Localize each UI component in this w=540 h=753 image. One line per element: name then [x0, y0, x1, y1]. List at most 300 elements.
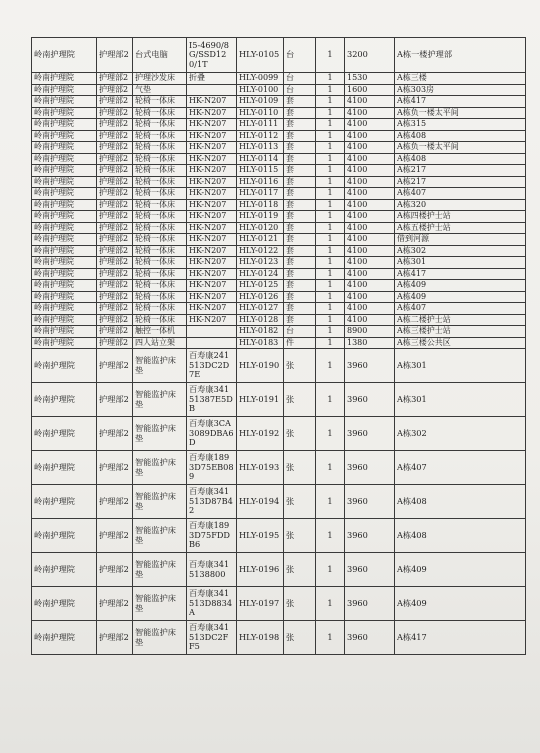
quantity-cell: 1 — [316, 303, 345, 315]
unit-cell: 岭南护理院 — [32, 587, 97, 621]
model-cell: HK-N207 — [187, 176, 237, 188]
price-cell: 4100 — [345, 107, 395, 119]
unit-measure-cell: 张 — [284, 519, 316, 553]
unit-measure-cell: 张 — [284, 621, 316, 655]
unit-measure-cell: 张 — [284, 383, 316, 417]
model-cell: 百寿康3CA3089DBA6D — [187, 417, 237, 451]
model-cell: HK-N207 — [187, 222, 237, 234]
unit-cell: 岭南护理院 — [32, 451, 97, 485]
unit-measure-cell: 套 — [284, 280, 316, 292]
item-name-cell: 智能监护床垫 — [133, 451, 187, 485]
table-row — [32, 165, 526, 177]
table-row — [32, 245, 526, 257]
unit-measure-cell: 张 — [284, 349, 316, 383]
quantity-cell: 1 — [316, 96, 345, 108]
price-cell: 4100 — [345, 142, 395, 154]
item-name-cell: 轮椅一体床 — [133, 153, 187, 165]
model-cell: 折叠 — [187, 73, 237, 85]
model-cell: HK-N207 — [187, 188, 237, 200]
unit-cell: 岭南护理院 — [32, 96, 97, 108]
location-cell: A栋301 — [395, 257, 526, 269]
department-cell: 护理部2 — [97, 211, 133, 223]
price-cell: 3960 — [345, 417, 395, 451]
price-cell: 4100 — [345, 314, 395, 326]
price-cell: 4100 — [345, 257, 395, 269]
price-cell: 4100 — [345, 199, 395, 211]
unit-measure-cell: 台 — [284, 326, 316, 338]
quantity-cell: 1 — [316, 176, 345, 188]
asset-table — [31, 37, 526, 655]
item-name-cell: 轮椅一体床 — [133, 130, 187, 142]
price-cell: 3960 — [345, 519, 395, 553]
location-cell: A栋315 — [395, 119, 526, 131]
department-cell: 护理部2 — [97, 188, 133, 200]
unit-measure-cell: 套 — [284, 222, 316, 234]
location-cell: A栋三楼公共区 — [395, 337, 526, 349]
location-cell: A栋408 — [395, 485, 526, 519]
asset-code-cell: HLY-0111 — [237, 119, 284, 131]
department-cell: 护理部2 — [97, 96, 133, 108]
model-cell: HK-N207 — [187, 96, 237, 108]
model-cell: 百寿康34151387E5DB — [187, 383, 237, 417]
unit-cell: 岭南护理院 — [32, 257, 97, 269]
department-cell: 护理部2 — [97, 153, 133, 165]
quantity-cell: 1 — [316, 280, 345, 292]
table-row — [32, 199, 526, 211]
table-row — [32, 417, 526, 451]
unit-cell: 岭南护理院 — [32, 349, 97, 383]
item-name-cell: 轮椅一体床 — [133, 199, 187, 211]
table-row — [32, 119, 526, 131]
item-name-cell: 轮椅一体床 — [133, 268, 187, 280]
location-cell: A栋408 — [395, 130, 526, 142]
asset-code-cell: HLY-0121 — [237, 234, 284, 246]
quantity-cell: 1 — [316, 153, 345, 165]
unit-cell: 岭南护理院 — [32, 73, 97, 85]
table-row — [32, 73, 526, 85]
location-cell: A栋三楼 — [395, 73, 526, 85]
unit-measure-cell: 套 — [284, 245, 316, 257]
model-cell: HK-N207 — [187, 119, 237, 131]
location-cell: A栋417 — [395, 621, 526, 655]
model-cell: I5-4690/8G/SSD120/1T — [187, 38, 237, 73]
asset-code-cell: HLY-0120 — [237, 222, 284, 234]
asset-code-cell: HLY-0123 — [237, 257, 284, 269]
model-cell: HK-N207 — [187, 211, 237, 223]
model-cell: HK-N207 — [187, 165, 237, 177]
item-name-cell: 轮椅一体床 — [133, 96, 187, 108]
item-name-cell: 轮椅一体床 — [133, 245, 187, 257]
model-cell: HK-N207 — [187, 107, 237, 119]
quantity-cell: 1 — [316, 119, 345, 131]
asset-code-cell: HLY-0112 — [237, 130, 284, 142]
department-cell: 护理部2 — [97, 417, 133, 451]
asset-code-cell: HLY-0183 — [237, 337, 284, 349]
price-cell: 4100 — [345, 165, 395, 177]
table-row — [32, 383, 526, 417]
item-name-cell: 轮椅一体床 — [133, 176, 187, 188]
model-cell: HK-N207 — [187, 280, 237, 292]
table-row — [32, 153, 526, 165]
table-row — [32, 188, 526, 200]
unit-cell: 岭南护理院 — [32, 326, 97, 338]
item-name-cell: 智能监护床垫 — [133, 485, 187, 519]
unit-measure-cell: 套 — [284, 188, 316, 200]
model-cell — [187, 337, 237, 349]
table-row — [32, 38, 526, 73]
department-cell: 护理部2 — [97, 234, 133, 246]
department-cell: 护理部2 — [97, 268, 133, 280]
table-row — [32, 280, 526, 292]
unit-measure-cell: 台 — [284, 38, 316, 73]
price-cell: 3960 — [345, 485, 395, 519]
table-row — [32, 291, 526, 303]
price-cell: 4100 — [345, 280, 395, 292]
quantity-cell: 1 — [316, 245, 345, 257]
location-cell: A栋409 — [395, 280, 526, 292]
table-row — [32, 326, 526, 338]
price-cell: 4100 — [345, 130, 395, 142]
table-row — [32, 314, 526, 326]
model-cell: HK-N207 — [187, 130, 237, 142]
price-cell: 4100 — [345, 234, 395, 246]
price-cell: 4100 — [345, 303, 395, 315]
unit-measure-cell: 张 — [284, 587, 316, 621]
asset-code-cell: HLY-0127 — [237, 303, 284, 315]
location-cell: A栋407 — [395, 188, 526, 200]
item-name-cell: 轮椅一体床 — [133, 188, 187, 200]
department-cell: 护理部2 — [97, 176, 133, 188]
asset-code-cell: HLY-0117 — [237, 188, 284, 200]
item-name-cell: 护理沙发床 — [133, 73, 187, 85]
quantity-cell: 1 — [316, 234, 345, 246]
asset-code-cell: HLY-0114 — [237, 153, 284, 165]
item-name-cell: 轮椅一体床 — [133, 234, 187, 246]
price-cell: 1530 — [345, 73, 395, 85]
department-cell: 护理部2 — [97, 553, 133, 587]
model-cell: HK-N207 — [187, 199, 237, 211]
item-name-cell: 智能监护床垫 — [133, 519, 187, 553]
unit-measure-cell: 套 — [284, 314, 316, 326]
item-name-cell: 台式电脑 — [133, 38, 187, 73]
department-cell: 护理部2 — [97, 73, 133, 85]
unit-measure-cell: 张 — [284, 553, 316, 587]
asset-code-cell: HLY-0105 — [237, 38, 284, 73]
location-cell: A栋407 — [395, 303, 526, 315]
item-name-cell: 四人站立架 — [133, 337, 187, 349]
unit-cell: 岭南护理院 — [32, 211, 97, 223]
asset-code-cell: HLY-0125 — [237, 280, 284, 292]
location-cell: A栋303房 — [395, 84, 526, 96]
unit-cell: 岭南护理院 — [32, 621, 97, 655]
department-cell: 护理部2 — [97, 84, 133, 96]
price-cell: 3960 — [345, 451, 395, 485]
location-cell: A栋二楼护士站 — [395, 314, 526, 326]
unit-measure-cell: 套 — [284, 291, 316, 303]
price-cell: 4100 — [345, 291, 395, 303]
unit-measure-cell: 套 — [284, 176, 316, 188]
asset-code-cell: HLY-0124 — [237, 268, 284, 280]
table-row — [32, 268, 526, 280]
model-cell — [187, 84, 237, 96]
department-cell: 护理部2 — [97, 314, 133, 326]
asset-code-cell: HLY-0109 — [237, 96, 284, 108]
asset-code-cell: HLY-0193 — [237, 451, 284, 485]
quantity-cell: 1 — [316, 257, 345, 269]
unit-cell: 岭南护理院 — [32, 130, 97, 142]
quantity-cell: 1 — [316, 107, 345, 119]
item-name-cell: 轮椅一体床 — [133, 119, 187, 131]
quantity-cell: 1 — [316, 165, 345, 177]
location-cell: A栋负一楼太平间 — [395, 107, 526, 119]
asset-code-cell: HLY-0191 — [237, 383, 284, 417]
model-cell: HK-N207 — [187, 291, 237, 303]
model-cell: 百寿康341513D87B42 — [187, 485, 237, 519]
quantity-cell: 1 — [316, 188, 345, 200]
quantity-cell: 1 — [316, 142, 345, 154]
location-cell: A栋320 — [395, 199, 526, 211]
unit-cell: 岭南护理院 — [32, 165, 97, 177]
unit-measure-cell: 张 — [284, 417, 316, 451]
location-cell: A栋408 — [395, 153, 526, 165]
location-cell: A栋417 — [395, 268, 526, 280]
item-name-cell: 智能监护床垫 — [133, 621, 187, 655]
table-row — [32, 211, 526, 223]
quantity-cell: 1 — [316, 451, 345, 485]
quantity-cell: 1 — [316, 485, 345, 519]
department-cell: 护理部2 — [97, 257, 133, 269]
model-cell: HK-N207 — [187, 153, 237, 165]
asset-code-cell: HLY-0126 — [237, 291, 284, 303]
quantity-cell: 1 — [316, 130, 345, 142]
unit-measure-cell: 套 — [284, 268, 316, 280]
table-row — [32, 142, 526, 154]
location-cell: A栋四楼护士站 — [395, 211, 526, 223]
item-name-cell: 智能监护床垫 — [133, 587, 187, 621]
model-cell: 百寿康1893D75EB089 — [187, 451, 237, 485]
location-cell: A栋302 — [395, 245, 526, 257]
unit-cell: 岭南护理院 — [32, 417, 97, 451]
asset-code-cell: HLY-0190 — [237, 349, 284, 383]
quantity-cell: 1 — [316, 383, 345, 417]
item-name-cell: 智能监护床垫 — [133, 553, 187, 587]
item-name-cell: 智能监护床垫 — [133, 383, 187, 417]
price-cell: 8900 — [345, 326, 395, 338]
table-row — [32, 621, 526, 655]
department-cell: 护理部2 — [97, 337, 133, 349]
price-cell: 4100 — [345, 153, 395, 165]
department-cell: 护理部2 — [97, 621, 133, 655]
price-cell: 1380 — [345, 337, 395, 349]
location-cell: A栋407 — [395, 451, 526, 485]
department-cell: 护理部2 — [97, 519, 133, 553]
department-cell: 护理部2 — [97, 485, 133, 519]
table-row — [32, 130, 526, 142]
asset-code-cell: HLY-0128 — [237, 314, 284, 326]
location-cell: A栋408 — [395, 519, 526, 553]
quantity-cell: 1 — [316, 73, 345, 85]
unit-measure-cell: 件 — [284, 337, 316, 349]
unit-cell: 岭南护理院 — [32, 519, 97, 553]
unit-measure-cell: 套 — [284, 199, 316, 211]
quantity-cell: 1 — [316, 211, 345, 223]
asset-code-cell: HLY-0122 — [237, 245, 284, 257]
department-cell: 护理部2 — [97, 383, 133, 417]
price-cell: 4100 — [345, 245, 395, 257]
location-cell: A栋409 — [395, 587, 526, 621]
item-name-cell: 气垫 — [133, 84, 187, 96]
quantity-cell: 1 — [316, 519, 345, 553]
table-row — [32, 519, 526, 553]
unit-measure-cell: 套 — [284, 303, 316, 315]
table-row — [32, 337, 526, 349]
department-cell: 护理部2 — [97, 326, 133, 338]
item-name-cell: 轮椅一体床 — [133, 222, 187, 234]
quantity-cell: 1 — [316, 38, 345, 73]
table-row — [32, 303, 526, 315]
location-cell: A栋301 — [395, 349, 526, 383]
table-row — [32, 587, 526, 621]
model-cell: 百寿康341513DC2FF5 — [187, 621, 237, 655]
unit-measure-cell: 台 — [284, 73, 316, 85]
department-cell: 护理部2 — [97, 451, 133, 485]
unit-cell: 岭南护理院 — [32, 245, 97, 257]
unit-cell: 岭南护理院 — [32, 383, 97, 417]
table-row — [32, 257, 526, 269]
department-cell: 护理部2 — [97, 142, 133, 154]
price-cell: 3960 — [345, 349, 395, 383]
location-cell: A栋217 — [395, 176, 526, 188]
table-row — [32, 234, 526, 246]
location-cell: A栋409 — [395, 291, 526, 303]
unit-cell: 岭南护理院 — [32, 337, 97, 349]
unit-cell: 岭南护理院 — [32, 280, 97, 292]
model-cell: HK-N207 — [187, 303, 237, 315]
unit-measure-cell: 套 — [284, 107, 316, 119]
price-cell: 4100 — [345, 96, 395, 108]
table-row — [32, 107, 526, 119]
model-cell: HK-N207 — [187, 314, 237, 326]
item-name-cell: 触控一体机 — [133, 326, 187, 338]
department-cell: 护理部2 — [97, 280, 133, 292]
unit-cell: 岭南护理院 — [32, 199, 97, 211]
quantity-cell: 1 — [316, 314, 345, 326]
department-cell: 护理部2 — [97, 291, 133, 303]
model-cell: HK-N207 — [187, 257, 237, 269]
unit-cell: 岭南护理院 — [32, 153, 97, 165]
asset-code-cell: HLY-0110 — [237, 107, 284, 119]
item-name-cell: 轮椅一体床 — [133, 107, 187, 119]
unit-cell: 岭南护理院 — [32, 38, 97, 73]
unit-cell: 岭南护理院 — [32, 142, 97, 154]
quantity-cell: 1 — [316, 349, 345, 383]
quantity-cell: 1 — [316, 84, 345, 96]
unit-cell: 岭南护理院 — [32, 84, 97, 96]
unit-measure-cell: 张 — [284, 485, 316, 519]
unit-cell: 岭南护理院 — [32, 234, 97, 246]
unit-measure-cell: 套 — [284, 96, 316, 108]
location-cell: A栋409 — [395, 553, 526, 587]
asset-code-cell: HLY-0115 — [237, 165, 284, 177]
item-name-cell: 轮椅一体床 — [133, 303, 187, 315]
price-cell: 3960 — [345, 383, 395, 417]
item-name-cell: 轮椅一体床 — [133, 280, 187, 292]
unit-cell: 岭南护理院 — [32, 107, 97, 119]
table-row — [32, 451, 526, 485]
model-cell: 百寿康241513DC2D7E — [187, 349, 237, 383]
item-name-cell: 轮椅一体床 — [133, 211, 187, 223]
location-cell: A栋一楼护理部 — [395, 38, 526, 73]
department-cell: 护理部2 — [97, 303, 133, 315]
asset-code-cell: HLY-0182 — [237, 326, 284, 338]
unit-measure-cell: 套 — [284, 234, 316, 246]
price-cell: 4100 — [345, 222, 395, 234]
price-cell: 4100 — [345, 211, 395, 223]
item-name-cell: 轮椅一体床 — [133, 314, 187, 326]
quantity-cell: 1 — [316, 268, 345, 280]
location-cell: A栋五楼护士站 — [395, 222, 526, 234]
table-row — [32, 485, 526, 519]
unit-measure-cell: 套 — [284, 257, 316, 269]
asset-code-cell: HLY-0194 — [237, 485, 284, 519]
department-cell: 护理部2 — [97, 587, 133, 621]
department-cell: 护理部2 — [97, 38, 133, 73]
unit-cell: 岭南护理院 — [32, 176, 97, 188]
price-cell: 4100 — [345, 188, 395, 200]
model-cell: 百寿康3415138800 — [187, 553, 237, 587]
unit-measure-cell: 套 — [284, 211, 316, 223]
department-cell: 护理部2 — [97, 349, 133, 383]
price-cell: 1600 — [345, 84, 395, 96]
unit-measure-cell: 套 — [284, 165, 316, 177]
unit-measure-cell: 台 — [284, 84, 316, 96]
department-cell: 护理部2 — [97, 199, 133, 211]
table-row — [32, 553, 526, 587]
table-row — [32, 84, 526, 96]
table-row — [32, 96, 526, 108]
location-cell: A栋417 — [395, 96, 526, 108]
location-cell: A栋302 — [395, 417, 526, 451]
quantity-cell: 1 — [316, 587, 345, 621]
quantity-cell: 1 — [316, 222, 345, 234]
quantity-cell: 1 — [316, 199, 345, 211]
department-cell: 护理部2 — [97, 107, 133, 119]
asset-code-cell: HLY-0119 — [237, 211, 284, 223]
unit-cell: 岭南护理院 — [32, 303, 97, 315]
price-cell: 3960 — [345, 587, 395, 621]
location-cell: 借到河源 — [395, 234, 526, 246]
unit-cell: 岭南护理院 — [32, 553, 97, 587]
table-row — [32, 349, 526, 383]
unit-cell: 岭南护理院 — [32, 291, 97, 303]
quantity-cell: 1 — [316, 291, 345, 303]
quantity-cell: 1 — [316, 621, 345, 655]
price-cell: 3960 — [345, 621, 395, 655]
unit-measure-cell: 套 — [284, 153, 316, 165]
table-row — [32, 222, 526, 234]
unit-measure-cell: 套 — [284, 119, 316, 131]
asset-code-cell: HLY-0196 — [237, 553, 284, 587]
quantity-cell: 1 — [316, 326, 345, 338]
asset-table-body — [32, 38, 526, 655]
unit-measure-cell: 套 — [284, 142, 316, 154]
item-name-cell: 智能监护床垫 — [133, 417, 187, 451]
model-cell: HK-N207 — [187, 142, 237, 154]
asset-code-cell: HLY-0197 — [237, 587, 284, 621]
asset-code-cell: HLY-0099 — [237, 73, 284, 85]
price-cell: 3960 — [345, 553, 395, 587]
item-name-cell: 智能监护床垫 — [133, 349, 187, 383]
